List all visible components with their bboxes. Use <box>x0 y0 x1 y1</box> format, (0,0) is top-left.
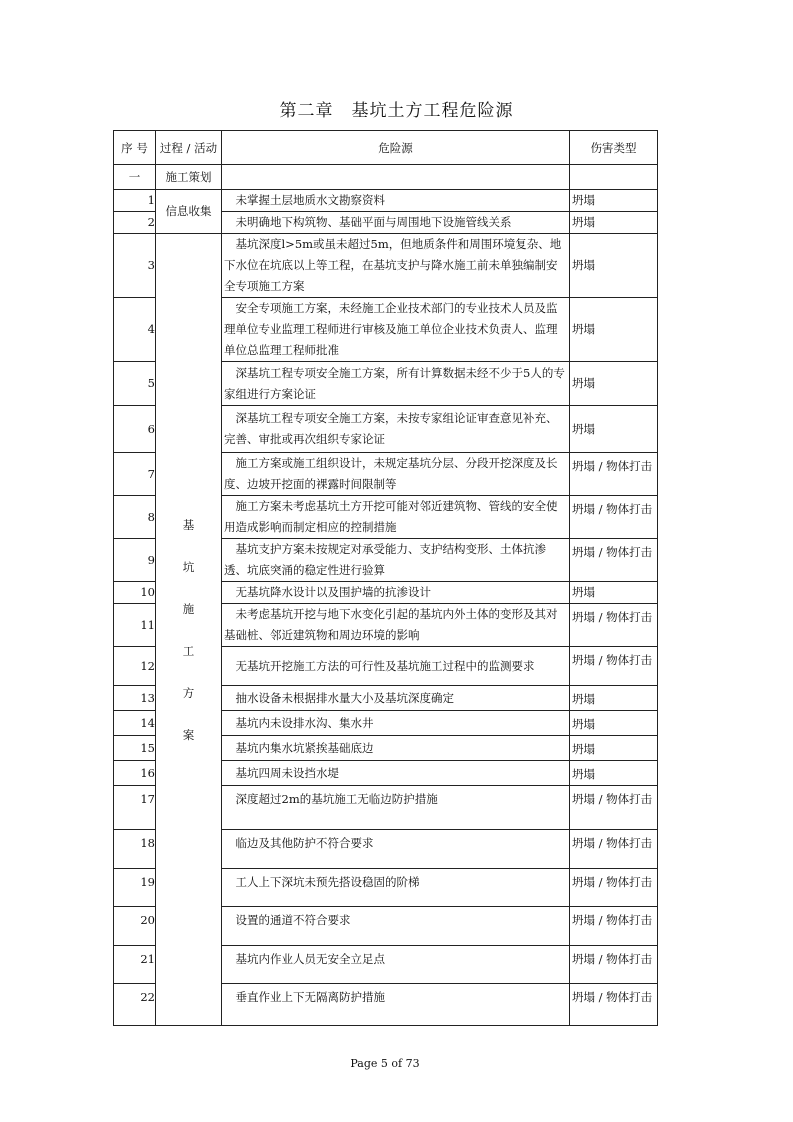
hazard-cell: 未考虑基坑开挖与地下水变化引起的基坑内外土体的变形及其对基础桩、邻近建筑物和周边环境的影响 <box>222 604 570 647</box>
section-process: 施工策划 <box>156 165 222 190</box>
process-char: 基 <box>182 517 195 532</box>
hazard-table <box>113 130 658 1026</box>
row-number: 3 <box>114 234 156 298</box>
process-pit-construction-plan <box>156 234 222 1026</box>
hazard-cell: 未掌握土层地质水文勘察资料 <box>222 190 570 212</box>
row-number: 22 <box>114 984 156 1026</box>
process-info-collection: 信息收集 <box>156 190 222 234</box>
row-number: 15 <box>114 736 156 761</box>
page-title: 第二章 基坑土方工程危险源 <box>279 101 514 121</box>
hazard-cell: 深度超过2m的基坑施工无临边防护措施 <box>222 786 570 830</box>
row-number: 17 <box>114 786 156 830</box>
row-number: 4 <box>114 298 156 362</box>
harm-type-cell: 坍塌 / 物体打击 <box>570 869 658 907</box>
row-number: 11 <box>114 604 156 647</box>
harm-type-cell: 坍塌 / 物体打击 <box>570 830 658 869</box>
header-harm: 伤害类型 <box>570 131 658 165</box>
hazard-cell: 抽水设备未根据排水量大小及基坑深度确定 <box>222 686 570 711</box>
hazard-cell: 基坑内未设排水沟、集水井 <box>222 711 570 736</box>
process-char: 坑 <box>182 559 195 574</box>
hazard-cell: 工人上下深坑未预先搭设稳固的阶梯 <box>222 869 570 907</box>
hazard-cell: 基坑内作业人员无安全立足点 <box>222 946 570 984</box>
process-char: 施 <box>182 601 195 616</box>
harm-type-cell: 坍塌 / 物体打击 <box>570 786 658 830</box>
harm-type-cell: 坍塌 / 物体打击 <box>570 984 658 1026</box>
page-content <box>113 130 657 1090</box>
process-char: 案 <box>182 727 195 742</box>
section-no: 一 <box>114 165 156 190</box>
hazard-cell: 基坑支护方案未按规定对承受能力、支护结构变形、土体抗渗透、坑底突涌的稳定性进行验算 <box>222 539 570 582</box>
row-number: 6 <box>114 406 156 453</box>
harm-type-cell: 坍塌 <box>570 582 658 604</box>
hazard-cell: 基坑四周未设挡水堤 <box>222 761 570 786</box>
harm-type-cell: 坍塌 <box>570 711 658 736</box>
hazard-cell: 施工方案或施工组织设计，未规定基坑分层、分段开挖深度及长度、边坡开挖面的裸露时间限制等 <box>222 453 570 496</box>
process-char: 方 <box>182 685 195 700</box>
hazard-cell: 垂直作业上下无隔离防护措施 <box>222 984 570 1026</box>
empty-cell <box>222 165 570 190</box>
harm-type-cell: 坍塌 / 物体打击 <box>570 907 658 946</box>
row-number: 8 <box>114 496 156 539</box>
harm-type-cell: 坍塌 / 物体打击 <box>570 946 658 984</box>
harm-type-cell: 坍塌 <box>570 362 658 406</box>
hazard-cell: 设置的通道不符合要求 <box>222 907 570 946</box>
row-number: 9 <box>114 539 156 582</box>
row-number: 5 <box>114 362 156 406</box>
process-char: 工 <box>182 643 195 658</box>
hazard-cell: 深基坑工程专项安全施工方案，未按专家组论证审查意见补充、完善、审批或再次组织专家论证 <box>222 406 570 453</box>
harm-type-cell: 坍塌 / 物体打击 <box>570 647 658 686</box>
hazard-cell: 基坑内集水坑紧挨基础底边 <box>222 736 570 761</box>
row-number: 7 <box>114 453 156 496</box>
harm-type-cell: 坍塌 <box>570 212 658 234</box>
hazard-cell: 无基坑开挖施工方法的可行性及基坑施工过程中的监测要求 <box>222 647 570 686</box>
hazard-cell: 临边及其他防护不符合要求 <box>222 830 570 869</box>
row-number: 19 <box>114 869 156 907</box>
section-row <box>114 165 658 190</box>
table-row <box>114 234 658 298</box>
row-number: 2 <box>114 212 156 234</box>
harm-type-cell: 坍塌 / 物体打击 <box>570 496 658 539</box>
row-number: 13 <box>114 686 156 711</box>
harm-type-cell: 坍塌 <box>570 761 658 786</box>
table-row <box>114 190 658 212</box>
row-number: 14 <box>114 711 156 736</box>
hazard-cell: 施工方案未考虑基坑土方开挖可能对邻近建筑物、管线的安全使用造成影响而制定相应的控制措施 <box>222 496 570 539</box>
harm-type-cell: 坍塌 / 物体打击 <box>570 539 658 582</box>
empty-cell <box>570 165 658 190</box>
hazard-cell: 未明确地下构筑物、基础平面与周围地下设施管线关系 <box>222 212 570 234</box>
page-footer: Page 5 of 73 <box>350 1057 420 1070</box>
harm-type-cell: 坍塌 <box>570 234 658 298</box>
row-number: 18 <box>114 830 156 869</box>
harm-type-cell: 坍塌 / 物体打击 <box>570 604 658 647</box>
harm-type-cell: 坍塌 <box>570 298 658 362</box>
row-number: 1 <box>114 190 156 212</box>
harm-type-cell: 坍塌 <box>570 686 658 711</box>
header-no: 序 号 <box>114 131 156 165</box>
hazard-cell: 深基坑工程专项安全施工方案，所有计算数据未经不少于5人的专家组进行方案论证 <box>222 362 570 406</box>
hazard-cell: 安全专项施工方案，未经施工企业技术部门的专业技术人员及监理单位专业监理工程师进行审核及施工单位企业技术负责人、监理单位总监理工程师批准 <box>222 298 570 362</box>
row-number: 12 <box>114 647 156 686</box>
hazard-cell: 无基坑降水设计以及围护墙的抗渗设计 <box>222 582 570 604</box>
row-number: 20 <box>114 907 156 946</box>
row-number: 16 <box>114 761 156 786</box>
harm-type-cell: 坍塌 / 物体打击 <box>570 453 658 496</box>
table-header-row <box>114 131 658 165</box>
hazard-cell: 基坑深度l>5m或虽未超过5m，但地质条件和周围环境复杂、地下水位在坑底以上等工程，在基坑支护与降水施工前未单独编制安全专项施工方案 <box>222 234 570 298</box>
header-process: 过程 / 活动 <box>156 131 222 165</box>
row-number: 21 <box>114 946 156 984</box>
harm-type-cell: 坍塌 <box>570 406 658 453</box>
row-number: 10 <box>114 582 156 604</box>
header-hazard: 危险源 <box>222 131 570 165</box>
harm-type-cell: 坍塌 <box>570 190 658 212</box>
harm-type-cell: 坍塌 <box>570 736 658 761</box>
